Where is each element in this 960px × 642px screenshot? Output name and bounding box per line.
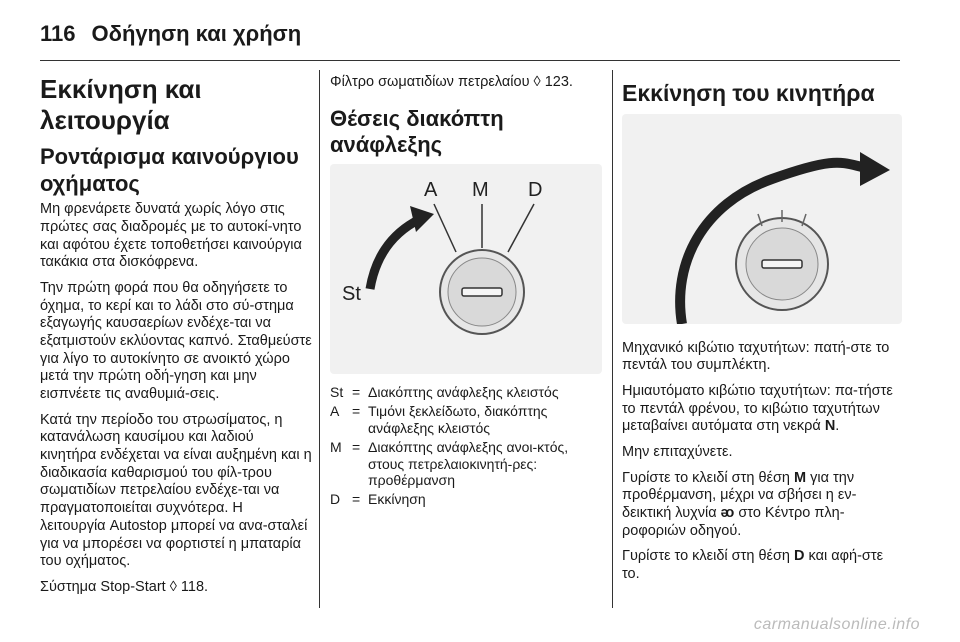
- legend-row: [330, 403, 602, 437]
- label-m: M: [472, 179, 489, 202]
- pointer-line-d: [508, 204, 534, 252]
- legend-eq: =: [352, 384, 361, 401]
- label-st: St: [342, 283, 361, 306]
- column-1: [40, 74, 312, 605]
- cross-reference: Φίλτρο σωματιδίων πετρελαίου ◊ 123.: [330, 74, 573, 90]
- rotation-arrow: [370, 219, 420, 289]
- column-divider-1: [319, 70, 320, 608]
- column-divider-2: [612, 70, 613, 608]
- legend-value: Τιμόνι ξεκλείδωτο, διακόπτης ανάφλεξης κλειστός: [368, 403, 548, 437]
- label-a: A: [424, 179, 438, 202]
- pointer-line-a: [434, 204, 456, 252]
- text-run: .: [835, 418, 840, 435]
- legend-value: Εκκίνηση: [368, 491, 426, 508]
- text-run: Γυρίστε το κλειδί στη θέση: [622, 548, 790, 565]
- legend-row: [330, 439, 602, 489]
- text-run: Ημιαυτόματο κιβώτιο ταχυτήτων: πα-τήστε το πεντάλ φρένου, το κιβώτιο ταχυτήτων μεταβαίνει αυτόματα στη νεκρά: [622, 382, 893, 435]
- chapter-title: Εκκίνηση και λειτουργία: [40, 74, 202, 136]
- subtitle-run-in: Ροντάρισμα καινούργιου οχήματος: [40, 144, 299, 196]
- ignition-diagram: [330, 164, 602, 374]
- ignition-title: Θέσεις διακόπτη ανάφλεξης: [330, 105, 504, 158]
- key-turn-diagram-svg: [622, 114, 902, 324]
- arrow-head: [410, 206, 434, 232]
- text-run: Γυρίστε το κλειδί στη θέση: [622, 469, 790, 486]
- column-2: [330, 74, 602, 510]
- gear-neutral-label: N: [824, 418, 836, 435]
- paragraph: Μη φρενάρετε δυνατά χωρίς λόγο στις πρώτες σας διαδρομές με το αυτοκί-νητο και αφότου έχετε τοποθετήσει καινούργια τακάκια στα δισκόφρενα.: [40, 201, 302, 271]
- header-rule: [40, 60, 900, 61]
- column-3: [622, 74, 902, 592]
- paragraph: [622, 470, 902, 541]
- legend-key: A: [330, 403, 340, 420]
- watermark: carmanualsonline.info: [753, 616, 920, 633]
- legend-key: St: [330, 384, 344, 401]
- cross-reference: Σύστημα Stop-Start ◊ 118.: [40, 578, 209, 595]
- legend-row: [330, 384, 602, 401]
- page-number: 116: [40, 21, 76, 46]
- text-run: στο Κέντρο πλη-ροφοριών οδηγού.: [622, 505, 845, 539]
- key-slot: [462, 288, 502, 296]
- position-d-label: D: [794, 548, 805, 565]
- paragraph: [622, 548, 902, 583]
- label-d: D: [528, 179, 543, 202]
- arrow-head: [860, 152, 890, 186]
- position-m-label: M: [794, 469, 807, 486]
- position-legend: [330, 384, 602, 508]
- legend-row: [330, 491, 602, 508]
- legend-value: Διακόπτης ανάφλεξης ανοι-κτός, στους πετρελαιοκινητή-ρες: προθέρμανση: [368, 438, 569, 489]
- legend-eq: =: [352, 438, 361, 455]
- text-run: και αφή-στε το.: [622, 548, 884, 583]
- paragraph: [622, 383, 902, 436]
- legend-eq: =: [352, 491, 361, 508]
- legend-key: D: [330, 491, 341, 508]
- engine-start-title: Εκκίνηση του κινητήρα: [622, 80, 875, 106]
- legend-eq: =: [352, 403, 361, 420]
- paragraph: Κατά την περίοδο του στρωσίματος, η κατανάλωση καυσίμου και λαδιού κινητήρα ενδέχεται να είναι αυξημένη και η διαδικασία καθαρισμού του φίλ-τρου σωματιδίων πετρελαίου ενδέχε-ται να πραγματοποιείται συχνότερα. Η λειτουργία Autostop μπορεί να ανα-σταλεί για να μπορέσει να φορτιστεί η μπαταρία του οχήματος.: [40, 411, 312, 570]
- key-turn-diagram: [622, 114, 902, 324]
- text-run: για την προθέρμανση, μέχρι να σβήσει η εν-δεικτική λυχνία: [622, 469, 857, 522]
- legend-value: Διακόπτης ανάφλεξης κλειστός: [368, 384, 559, 401]
- ignition-diagram-svg: [330, 164, 602, 374]
- page-header: [40, 14, 301, 54]
- key-slot: [762, 260, 802, 268]
- glow-plug-icon: ᴔ: [720, 505, 735, 522]
- paragraph: Μηχανικό κιβώτιο ταχυτήτων: πατή-στε το πεντάλ του συμπλέκτη.: [622, 339, 890, 374]
- section-title: Οδήγηση και χρήση: [91, 21, 302, 46]
- legend-key: M: [330, 438, 342, 455]
- paragraph: Μην επιταχύνετε.: [622, 444, 733, 461]
- paragraph: Την πρώτη φορά που θα οδηγήσετε το όχημα, το κερί και το λάδι στο σύ-στημα εξαγωγής καυσαερίων ενδέχε-ται να εξατμιστούν εκλύοντας καπνό. Σταθμεύστε για λίγο το αυτοκίνητο σε ανοικτό χώρο μετά την πρώτη οδή-γηση και μην εισπνέετε τις αναθυμιά-σεις.: [40, 279, 312, 403]
